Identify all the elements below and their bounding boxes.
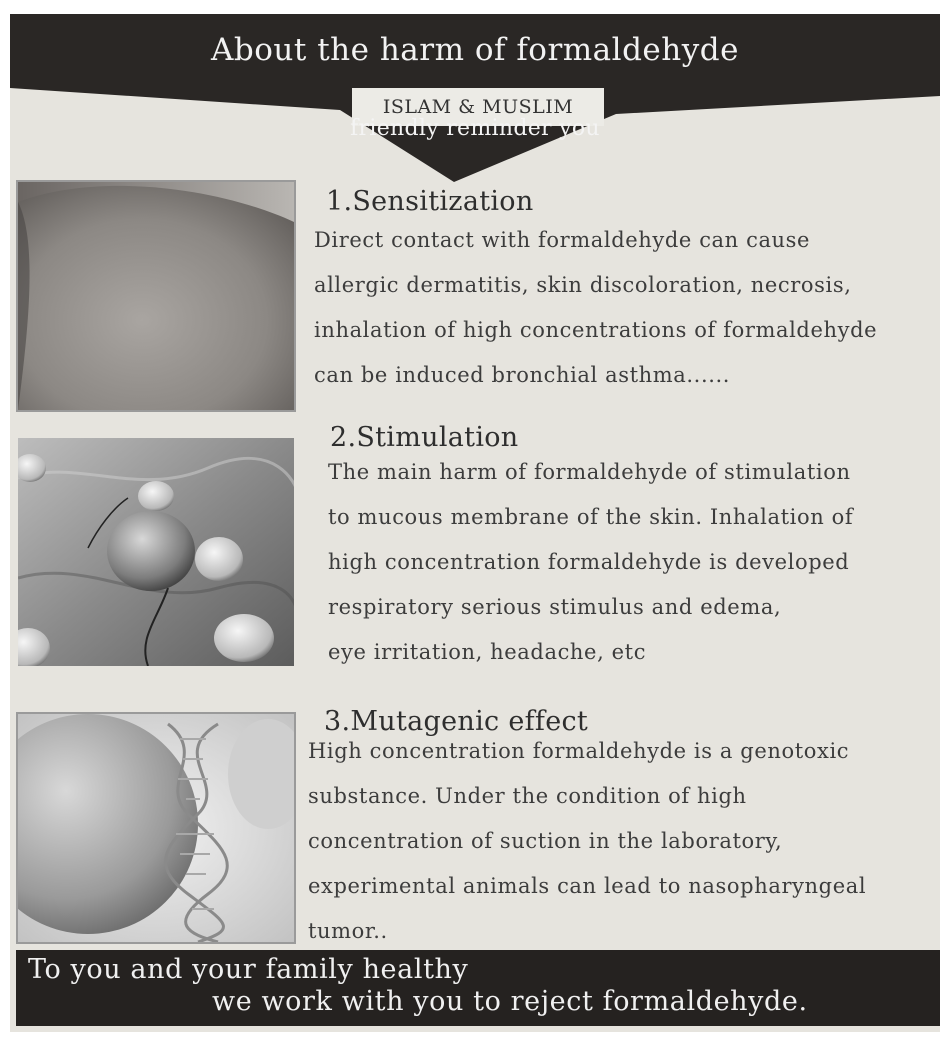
- section-3-title: 3.Mutagenic effect: [324, 706, 589, 737]
- section-2-line: eye irritation, headache, etc: [328, 640, 647, 664]
- page-title: About the harm of formaldehyde: [211, 32, 739, 68]
- section-2-line: to mucous membrane of the skin. Inhalation of: [328, 505, 854, 529]
- footer-banner: [16, 950, 940, 1026]
- section-2-line: The main harm of formaldehyde of stimulation: [328, 460, 851, 484]
- section-3-line: tumor..: [308, 919, 388, 943]
- section-3-line: substance. Under the condition of high: [308, 784, 747, 808]
- section-2-line: high concentration formaldehyde is developed: [328, 550, 850, 574]
- skin-photo: [16, 180, 296, 412]
- footer-line-2: we work with you to reject formaldehyde.: [212, 986, 808, 1017]
- section-3-line: High concentration formaldehyde is a genotoxic: [308, 739, 850, 763]
- section-2-title: 2.Stimulation: [330, 422, 519, 453]
- friendly-reminder-text: friendly reminder you: [350, 116, 600, 141]
- dna-photo: [16, 712, 296, 944]
- cells-photo: [18, 438, 294, 666]
- islam-muslim-badge: ISLAM & MUSLIM: [352, 88, 604, 126]
- section-1-line: allergic dermatitis, skin discoloration, necrosis,: [314, 273, 852, 297]
- section-1-line: can be induced bronchial asthma......: [314, 363, 731, 387]
- section-3-line: experimental animals can lead to nasopharyngeal: [308, 874, 867, 898]
- section-3-line: concentration of suction in the laboratory,: [308, 829, 783, 853]
- content-panel: [10, 14, 940, 1032]
- section-1-title: 1.Sensitization: [326, 186, 534, 217]
- section-1-line: inhalation of high concentrations of formaldehyde: [314, 318, 878, 342]
- section-2-line: respiratory serious stimulus and edema,: [328, 595, 782, 619]
- footer-line-1: To you and your family healthy: [28, 954, 469, 985]
- section-1-line: Direct contact with formaldehyde can cause: [314, 228, 811, 252]
